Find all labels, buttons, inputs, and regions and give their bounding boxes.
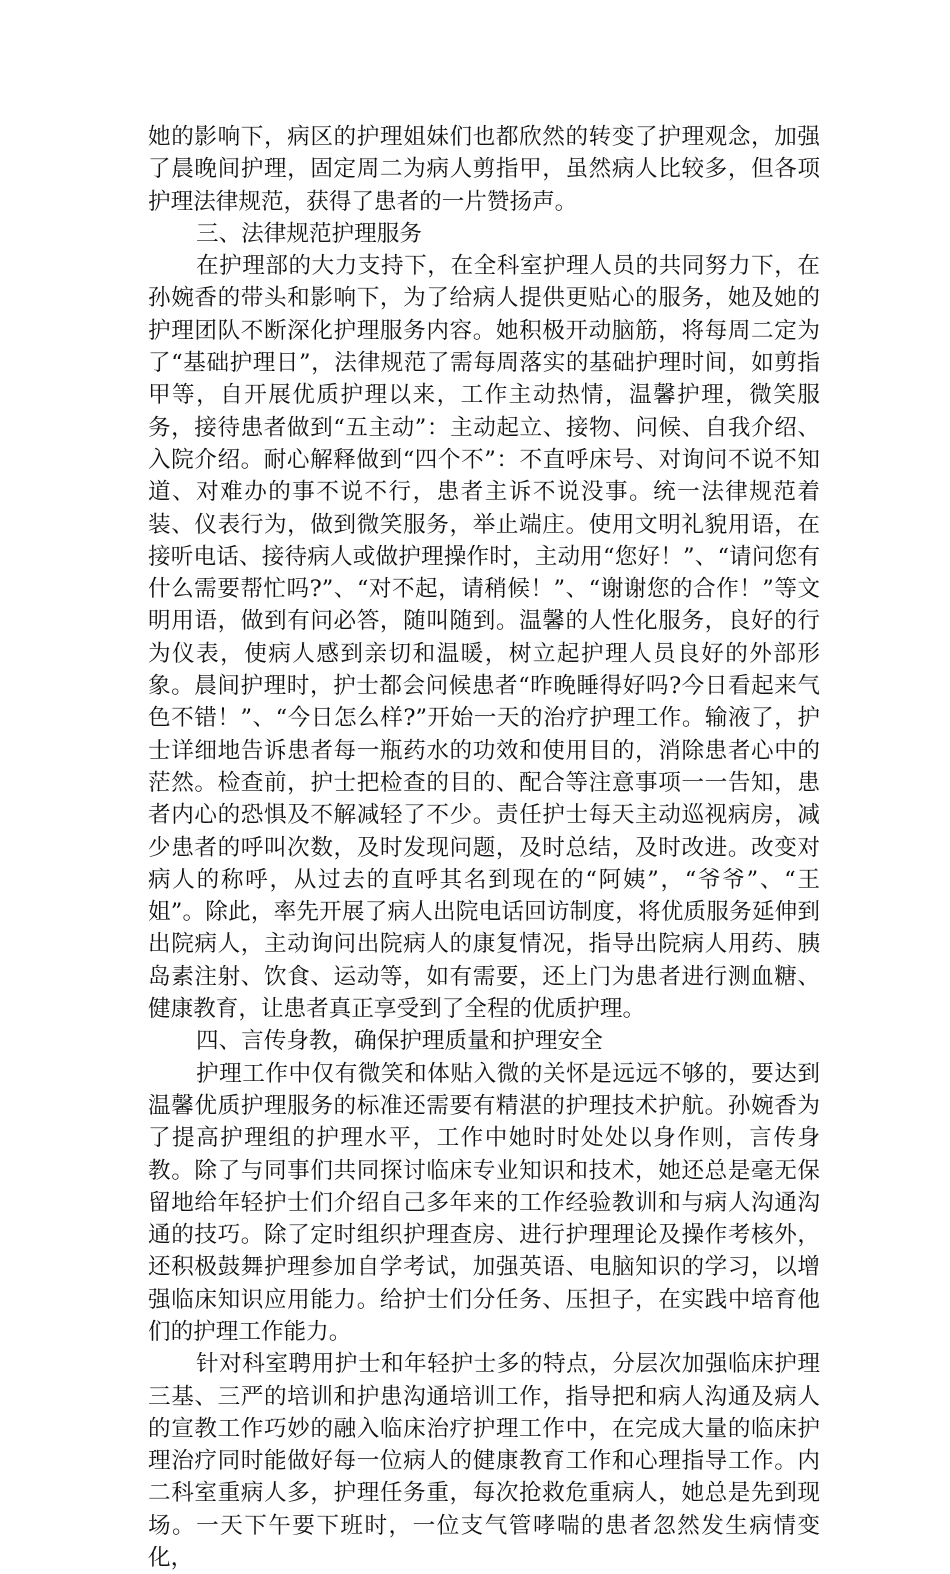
paragraph-continuation: 她的影响下，病区的护理姐妹们也都欣然的转变了护理观念，加强了晨晚间护理，固定周二为病人剪指甲，虽然病人比较多，但各项护理法律规范，获得了患者的一片赞扬声。 [148,124,820,215]
section-heading-3: 三、法律规范护理服务 [196,220,422,247]
paragraph-training: 针对科室聘用护士和年轻护士多的特点，分层次加强临床护理三基、三严的培训和护患沟通培训工作，指导把和病人沟通及病人的宣教工作巧妙的融入临床治疗护理工作中，在完成大量的临床护理治疗同时能做好每一位病人的健康教育工作和心理指导工作。内二科室重病人多，护理任务重，每次抢救危重病人，她总是先到现场。一天下午要下班时，一位支气管哮喘的患者忽然发生病情变化， [148,1351,820,1572]
paragraph-service: 在护理部的大力支持下，在全科室护理人员的共同努力下，在孙婉香的带头和影响下，为了给病人提供更贴心的服务，她及她的护理团队不断深化护理服务内容。她积极开动脑筋，将每周二定为了“基础护理日”，法律规范了需每周落实的基础护理时间，如剪指甲等，自开展优质护理以来，工作主动热情，温馨护理，微笑服务，接待患者做到“五主动”：主动起立、接物、问候、自我介绍、入院介绍。耐心解释做到“四个不”：不直呼床号、对询问不说不知道、对难办的事不说不行，患者主诉不说没事。统一法律规范着装、仪表行为，做到微笑服务，举止端庄。使用文明礼貌用语，在接听电话、接待病人或做护理操作时，主动用“您好！”、“请问您有什么需要帮忙吗?”、“对不起，请稍候！”、“谢谢您的合作！”等文明用语，做到有问必答，随叫随到。温馨的人性化服务，良好的行为仪表，使病人感到亲切和温暖，树立起护理人员良好的外部形象。晨间护理时，护士都会问候患者“昨晚睡得好吗?今日看起来气色不错！”、“今日怎么样?”开始一天的治疗护理工作。输液了，护士详细地告诉患者每一瓶药水的功效和使用目的，消除患者心中的茫然。检查前，护士把检查的目的、配合等注意事项一一告知，患者内心的恐惧及不解减轻了不少。责任护士每天主动巡视病房，减少患者的呼叫次数，及时发现问题，及时总结，及时改进。改变对病人的称呼，从过去的直呼其名到现在的“阿姨”，“爷爷”、“王姐”。除此，率先开展了病人出院电话回访制度，将优质服务延伸到出院病人，主动询问出院病人的康复情况，指导出院病人用药、胰岛素注射、饮食、运动等，如有需要，还上门为患者进行测血糖、健康教育，让患者真正享受到了全程的优质护理。 [148,253,820,1023]
paragraph-teaching: 护理工作中仅有微笑和体贴入微的关怀是远远不够的，要达到温馨优质护理服务的标准还需要有精湛的护理技术护航。孙婉香为了提高护理组的护理水平，工作中她时时处处以身作则，言传身教。除了与同事们共同探讨临床专业知识和技术，她还总是毫无保留地给年轻护士们介绍自己多年来的工作经验教训和与病人沟通沟通的技巧。除了定时组织护理查房、进行护理理论及操作考核外，还积极鼓舞护理参加自学考试，加强英语、电脑知识的学习，以增强临床知识应用能力。给护士们分任务、压担子，在实践中培育他们的护理工作能力。 [148,1060,820,1345]
section-heading-4: 四、言传身教，确保护理质量和护理安全 [196,1028,603,1055]
document-body [148,121,820,1574]
